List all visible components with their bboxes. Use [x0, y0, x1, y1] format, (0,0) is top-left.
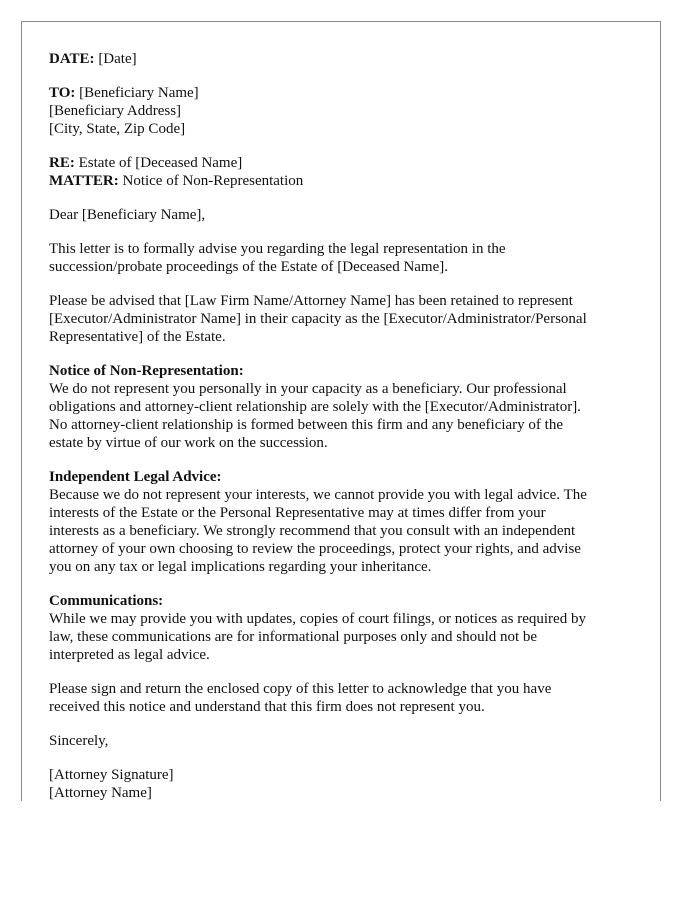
to-label: TO:: [49, 85, 76, 101]
matter-line: [49, 172, 649, 190]
letter-page: [21, 21, 661, 801]
paragraph-line: No attorney-client relationship is formed between this firm and any beneficiary of the: [49, 417, 563, 433]
date-block: [49, 50, 649, 68]
closing-text: Sincerely,: [49, 733, 109, 749]
re-label: RE:: [49, 155, 75, 171]
date-value: [Date]: [98, 51, 137, 67]
communications-section: [49, 592, 649, 664]
recipient-block: [49, 84, 649, 138]
paragraph-line: Representative] of the Estate.: [49, 329, 226, 345]
paragraph-line: Please be advised that [Law Firm Name/Attorney Name] has been retained to represent: [49, 293, 573, 309]
recipient-name: [Beneficiary Name]: [79, 85, 199, 101]
paragraph-line: interests as a beneficiary. We strongly recommend that you consult with an independent: [49, 523, 576, 539]
recipient-address: [Beneficiary Address]: [49, 103, 182, 119]
paragraph-line: [Executor/Administrator Name] in their capacity as the [Executor/Administrator/Personal: [49, 311, 587, 327]
salutation-text: Dear [Beneficiary Name],: [49, 207, 206, 223]
section-heading: Independent Legal Advice:: [49, 469, 222, 485]
re-line: [49, 154, 649, 172]
re-value: Estate of [Deceased Name]: [78, 155, 243, 171]
paragraph-line: Please sign and return the enclosed copy of this letter to acknowledge that you have: [49, 681, 552, 697]
acknowledge-paragraph: [49, 680, 649, 716]
date-line: [49, 50, 649, 68]
paragraph-line: Because we do not represent your interests, we cannot provide you with legal advice. The: [49, 487, 587, 503]
date-label: DATE:: [49, 51, 95, 67]
paragraph-line: received this notice and understand that this firm does not represent you.: [49, 699, 485, 715]
paragraph-line: obligations and attorney-client relationship are solely with the [Executor/Administrator].: [49, 399, 581, 415]
subject-block: [49, 154, 649, 190]
to-line: [49, 84, 649, 102]
section-heading: Communications:: [49, 593, 164, 609]
paragraph-line: This letter is to formally advise you regarding the legal representation in the: [49, 241, 506, 257]
independent-advice-section: [49, 468, 649, 576]
paragraph-line: attorney of your own choosing to review the proceedings, protect your rights, and advise: [49, 541, 581, 557]
signature-line: [Attorney Signature]: [49, 767, 174, 783]
non-representation-section: [49, 362, 649, 452]
matter-label: MATTER:: [49, 173, 119, 189]
intro-paragraph: [49, 240, 649, 276]
recipient-city: [City, State, Zip Code]: [49, 121, 186, 137]
retained-paragraph: [49, 292, 649, 346]
matter-value: Notice of Non-Representation: [122, 173, 304, 189]
paragraph-line: law, these communications are for informational purposes only and should not be: [49, 629, 538, 645]
signature-block: [49, 766, 649, 801]
attorney-name: [Attorney Name]: [49, 785, 152, 801]
paragraph-line: interpreted as legal advice.: [49, 647, 210, 663]
paragraph-line: interests of the Estate or the Personal Representative may at times differ from your: [49, 505, 546, 521]
letter-content: [49, 50, 649, 801]
closing: [49, 732, 649, 750]
section-heading: Notice of Non-Representation:: [49, 363, 244, 379]
paragraph-line: We do not represent you personally in your capacity as a beneficiary. Our professional: [49, 381, 567, 397]
paragraph-line: estate by virtue of our work on the succession.: [49, 435, 328, 451]
paragraph-line: succession/probate proceedings of the Estate of [Deceased Name].: [49, 259, 449, 275]
paragraph-line: you on any tax or legal implications regarding your inheritance.: [49, 559, 432, 575]
paragraph-line: While we may provide you with updates, copies of court filings, or notices as required by: [49, 611, 586, 627]
salutation: [49, 206, 649, 224]
